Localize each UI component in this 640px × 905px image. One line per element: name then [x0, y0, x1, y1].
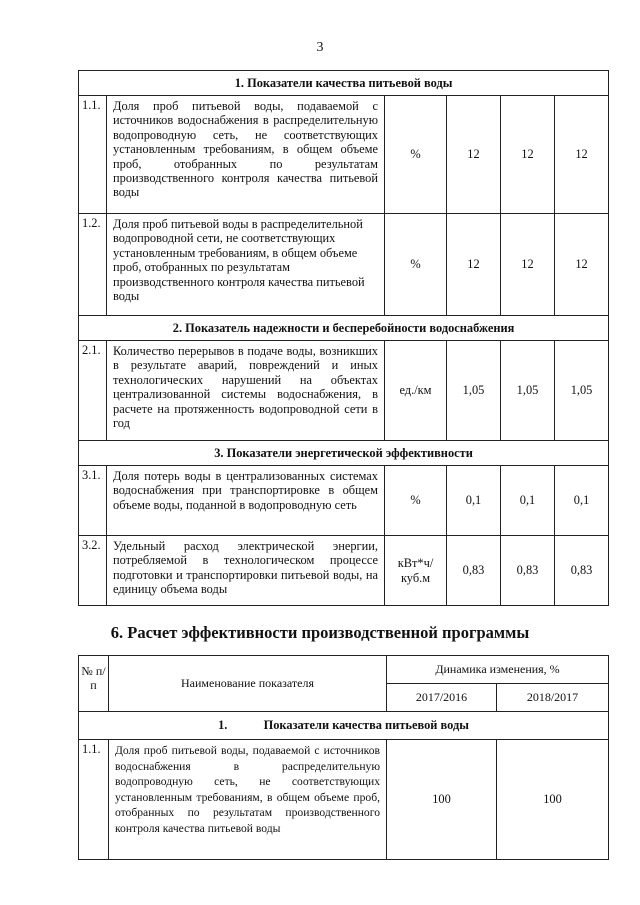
row-value: 12 — [447, 96, 501, 214]
row-number: 1.1. — [79, 740, 109, 860]
header-number: № п/п — [79, 656, 109, 712]
row-number: 1.1. — [79, 96, 107, 214]
table-row — [79, 96, 609, 214]
table-row — [79, 341, 609, 441]
row-unit: % — [385, 96, 447, 214]
header-row — [79, 656, 609, 684]
efficiency-table — [78, 655, 609, 860]
section-header-row — [79, 441, 609, 466]
row-description: Удельный расход электрической энергии, потребляемой в технологическом процессе подготовки и транспортировки питьевой воды, на единицу объема воды — [107, 536, 385, 606]
row-description: Количество перерывов в подаче воды, возникших в результате аварий, повреждений и иных технологических нарушений на объектах централизованной системы водоснабжения, в расчете на протяженность водопроводной сети в год — [107, 341, 385, 441]
row-description: Доля проб питьевой воды в распределительной водопроводной сети, не соответствующих установленным требованиям, в общем объеме проб, отобранных по результатам производственного контроля качества питьевой воды — [107, 214, 385, 316]
row-unit: кВт*ч/ куб.м — [385, 536, 447, 606]
row-unit: % — [385, 214, 447, 316]
header-name: Наименование показателя — [109, 656, 387, 712]
row-value: 0,83 — [447, 536, 501, 606]
quality-indicators-table — [78, 70, 609, 606]
row-description: Доля потерь воды в централизованных системах водоснабжения при транспортировке в общем объеме воды, поданной в водопроводную сеть — [107, 466, 385, 536]
row-number: 3.1. — [79, 466, 107, 536]
section-title — [79, 712, 609, 740]
row-value: 1,05 — [501, 341, 555, 441]
row-value: 12 — [555, 96, 609, 214]
row-value: 1,05 — [447, 341, 501, 441]
section-header-row — [79, 316, 609, 341]
header-period: 2018/2017 — [497, 684, 609, 712]
row-description: Доля проб питьевой воды, подаваемой с источников водоснабжения в распределительную водопроводную сеть, не соответствующих установленным требованиям, в общем объеме проб, отобранных по результатам производственного контроля качества питьевой воды — [109, 740, 387, 860]
row-number: 3.2. — [79, 536, 107, 606]
section-title: 3. Показатели энергетической эффективности — [79, 441, 609, 466]
row-unit: ед./км — [385, 341, 447, 441]
section-title: 1. Показатели качества питьевой воды — [79, 71, 609, 96]
section-label: Показатели качества питьевой воды — [263, 718, 469, 733]
row-value: 12 — [501, 214, 555, 316]
table-row — [79, 466, 609, 536]
row-value: 0,83 — [501, 536, 555, 606]
row-value: 12 — [501, 96, 555, 214]
table-row — [79, 740, 609, 860]
row-number: 1.2. — [79, 214, 107, 316]
row-value: 0,1 — [555, 466, 609, 536]
row-value: 0,83 — [555, 536, 609, 606]
row-value: 1,05 — [555, 341, 609, 441]
section-number: 1. — [218, 718, 228, 733]
header-period: 2017/2016 — [387, 684, 497, 712]
section-title: 2. Показатель надежности и бесперебойности водоснабжения — [79, 316, 609, 341]
row-value: 0,1 — [501, 466, 555, 536]
row-description: Доля проб питьевой воды, подаваемой с источников водоснабжения в распределительную водопроводную сеть, не соответствующих установленным требованиям, в общем объеме проб, отобранных по результатам производственного контроля качества питьевой воды — [107, 96, 385, 214]
row-unit: % — [385, 466, 447, 536]
row-value: 100 — [387, 740, 497, 860]
row-value: 100 — [497, 740, 609, 860]
section-heading: 6. Расчет эффективности производственной программы — [110, 623, 530, 642]
table-row — [79, 214, 609, 316]
section-header-row — [79, 712, 609, 740]
header-dynamics: Динамика изменения, % — [387, 656, 609, 684]
row-value: 12 — [555, 214, 609, 316]
row-value: 12 — [447, 214, 501, 316]
section-header-row — [79, 71, 609, 96]
row-value: 0,1 — [447, 466, 501, 536]
page-number: 3 — [316, 40, 324, 55]
row-number: 2.1. — [79, 341, 107, 441]
table-row — [79, 536, 609, 606]
